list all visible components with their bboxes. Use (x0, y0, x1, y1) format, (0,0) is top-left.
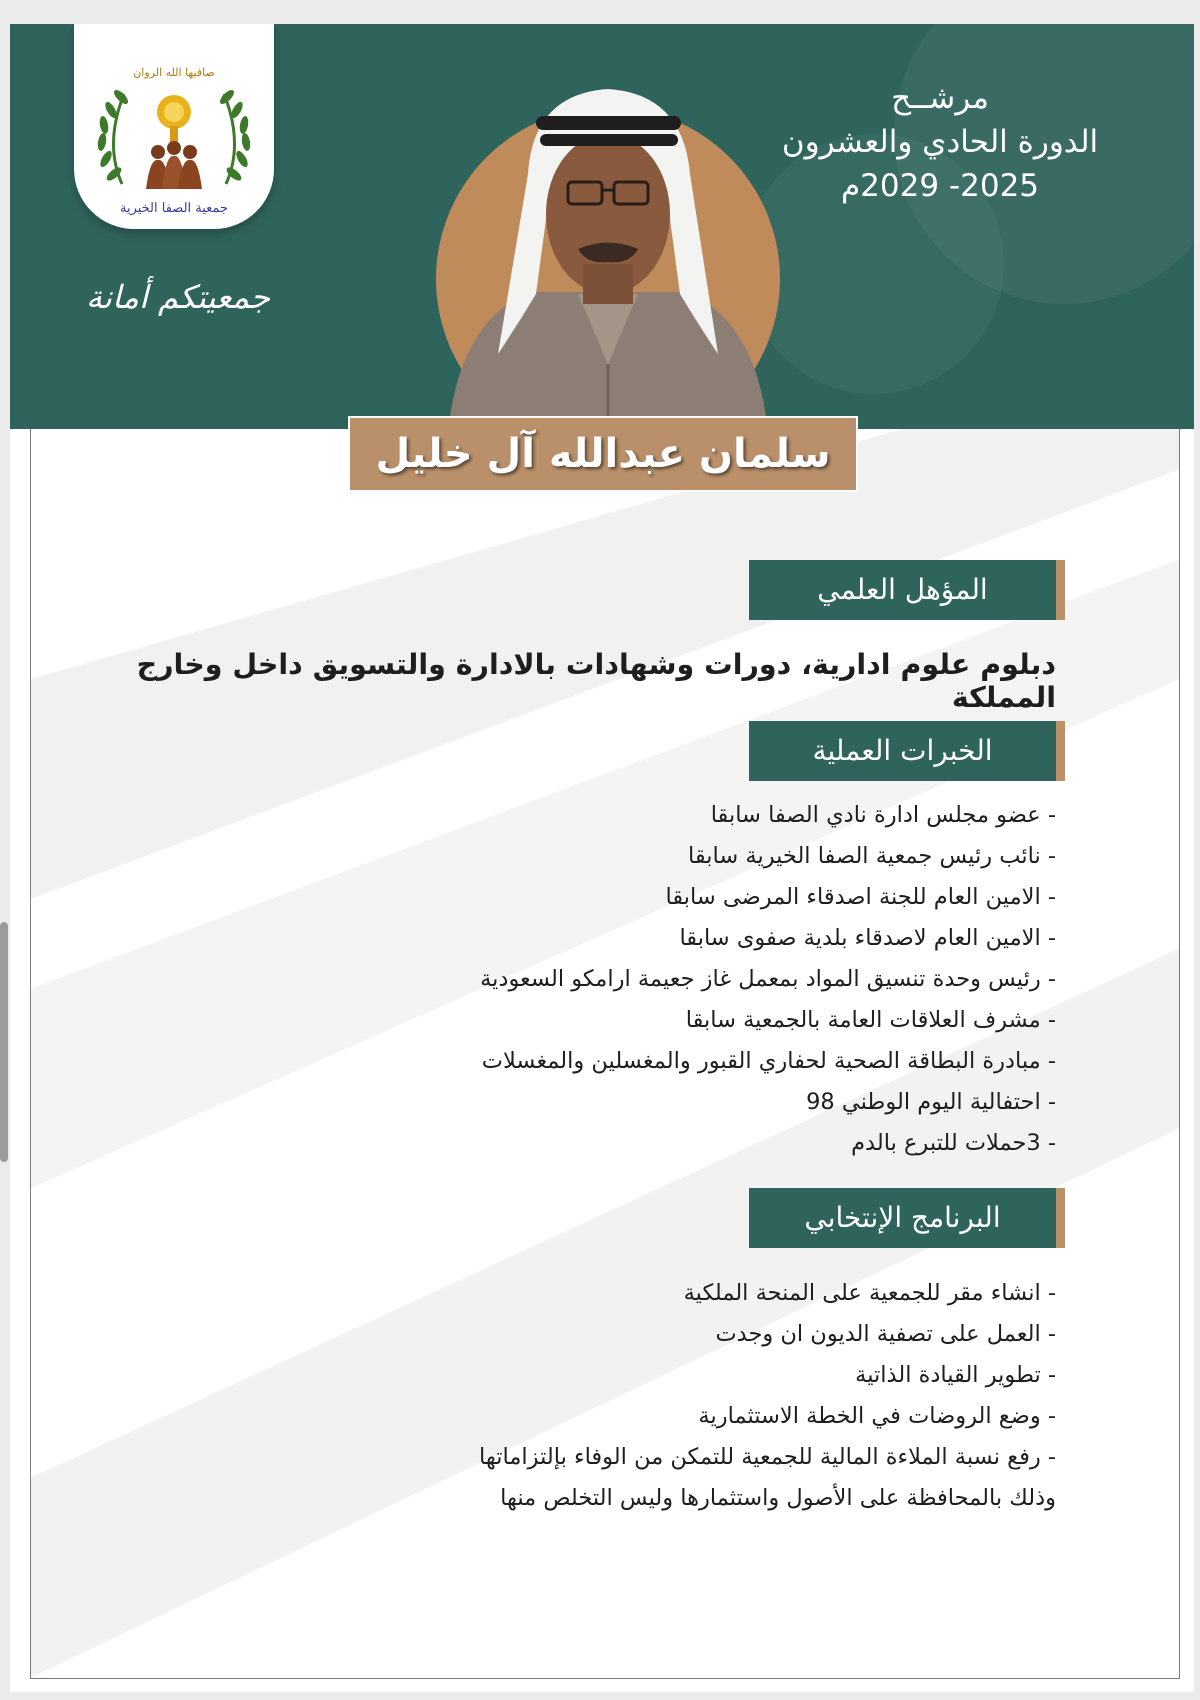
experience-list (156, 795, 1056, 1164)
association-logo (74, 24, 274, 229)
list-item: - الامين العام لاصدقاء بلدية صفوى سابقا (679, 925, 1056, 951)
section-heading-experience: الخبرات العملية (749, 721, 1065, 781)
list-item: - انشاء مقر للجمعية على المنحة الملكية (683, 1280, 1056, 1306)
logo-text-top: صافيها الله الروان (133, 66, 215, 79)
term-name: الدورة الحادي والعشرون (781, 124, 1099, 160)
qualification-text: دبلوم علوم ادارية، دورات وشهادات بالادارة والتسويق داخل وخارج المملكة (136, 648, 1056, 714)
list-item: - تطوير القيادة الذاتية (855, 1362, 1056, 1388)
candidate-name: سلمان عبدالله آل خليل (375, 431, 831, 477)
candidate-label: مرشــح (891, 80, 989, 116)
list-item: - رئيس وحدة تنسيق المواد بمعمل غاز جعيمة ارامكو السعودية (480, 966, 1056, 992)
list-item: وذلك بالمحافظة على الأصول واستثمارها وليس التخلص منها (500, 1485, 1056, 1511)
list-item: - 3حملات للتبرع بالدم (851, 1130, 1056, 1156)
scrollbar-thumb[interactable] (0, 922, 8, 1162)
list-item: - العمل على تصفية الديون ان وجدت (715, 1321, 1056, 1347)
list-item: - الامين العام للجنة اصدقاء المرضى سابقا (665, 884, 1056, 910)
list-item: - عضو مجلس ادارة نادي الصفا سابقا (710, 802, 1056, 828)
list-item: - مشرف العلاقات العامة بالجمعية سابقا (685, 1007, 1056, 1033)
list-item: - احتفالية اليوم الوطني 98 (806, 1089, 1056, 1115)
list-item: - نائب رئيس جمعية الصفا الخيرية سابقا (688, 843, 1056, 869)
list-item: - مبادرة البطاقة الصحية لحفاري القبور والمغسلين والمغسلات (481, 1048, 1056, 1074)
logo-text-bottom: جمعية الصفا الخيرية (119, 201, 229, 216)
header-banner (10, 24, 1194, 429)
campaign-card (10, 24, 1194, 1692)
list-item: - رفع نسبة الملاءة المالية للجمعية للتمكن من الوفاء بإلتزاماتها (479, 1444, 1056, 1470)
list-item: - وضع الروضات في الخطة الاستثمارية (698, 1403, 1056, 1429)
logo-emblem-icon (74, 24, 274, 229)
program-list (156, 1273, 1056, 1519)
candidate-photo (418, 64, 798, 429)
section-heading-program: البرنامج الإنتخابي (749, 1188, 1065, 1248)
term-years: 2025- 2029م (840, 168, 1040, 204)
section-heading-qualification: المؤهل العلمي (749, 560, 1065, 620)
slogan: جمعيتكم أمانة (85, 278, 270, 316)
candidate-name-banner (348, 416, 858, 492)
